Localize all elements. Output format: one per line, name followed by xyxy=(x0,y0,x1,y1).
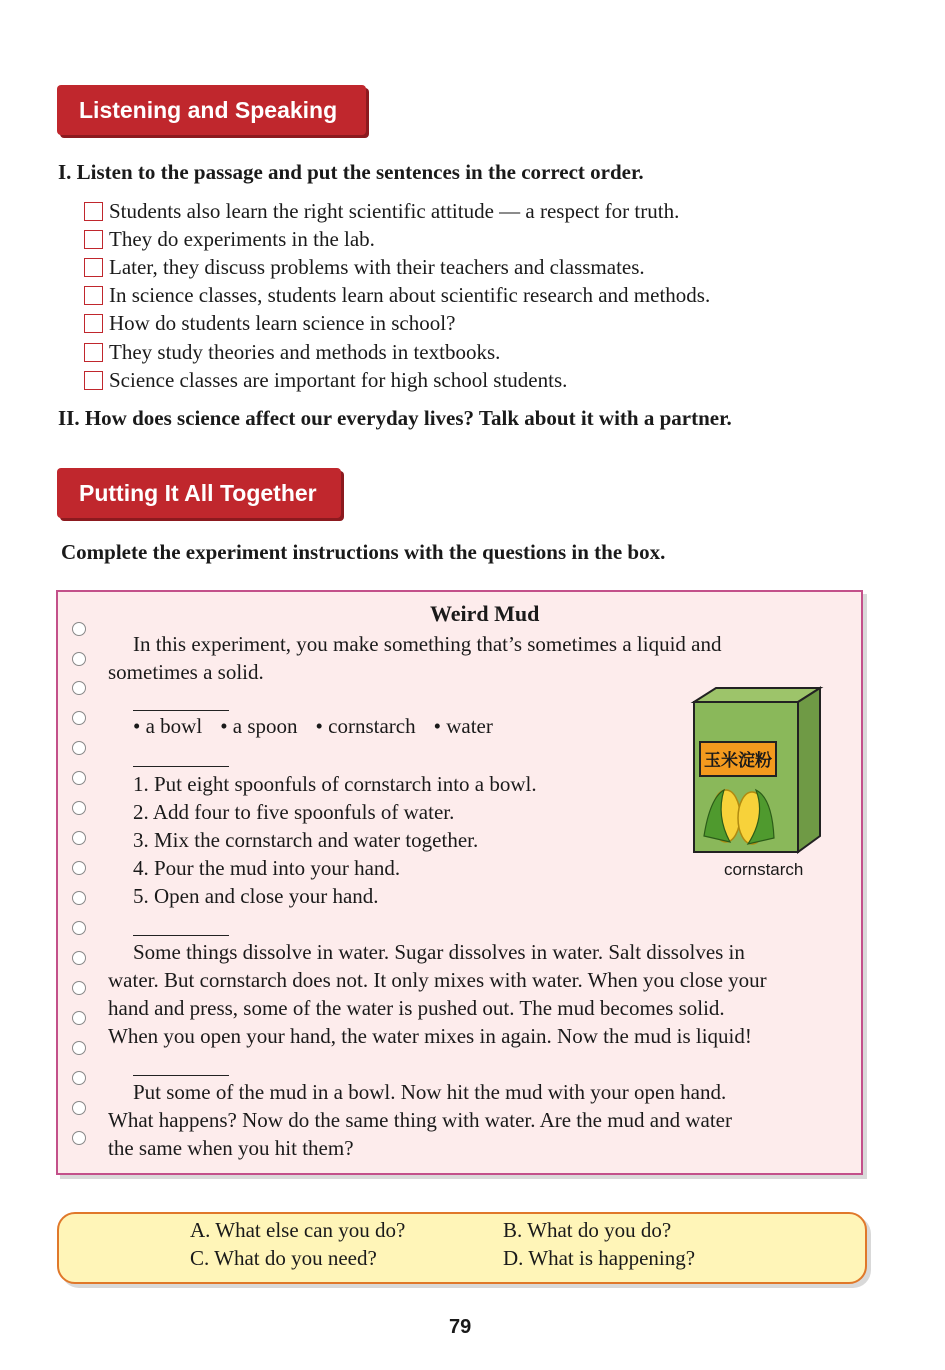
order-item-text: Later, they discuss problems with their teachers and classmates. xyxy=(109,254,645,279)
step-item: 4. Pour the mud into your hand. xyxy=(133,856,401,880)
order-item xyxy=(84,282,710,310)
section-header-putting: Putting It All Together xyxy=(57,468,341,518)
binder-ring xyxy=(72,861,86,875)
binder-ring xyxy=(72,1101,86,1115)
ordering-list xyxy=(84,197,710,394)
order-item-text: How do students learn science in school? xyxy=(109,311,456,336)
steps-list xyxy=(133,770,537,910)
intro-line: sometimes a solid. xyxy=(108,660,264,684)
order-checkbox[interactable] xyxy=(84,286,103,305)
material-item: • a spoon xyxy=(220,714,298,738)
order-item xyxy=(84,338,710,366)
binder-ring xyxy=(72,951,86,965)
order-item-text: Science classes are important for high school students. xyxy=(109,367,568,392)
step-item: 2. Add four to five spoonfuls of water. xyxy=(133,800,455,824)
order-item-text: Students also learn the right scientific attitude — a respect for truth. xyxy=(109,198,680,223)
order-item-text: In science classes, students learn about scientific research and methods. xyxy=(109,283,711,308)
answer-blank[interactable] xyxy=(133,766,229,767)
step-item: 1. Put eight spoonfuls of cornstarch into a bowl. xyxy=(133,772,537,796)
option-a: A. What else can you do? xyxy=(190,1218,406,1242)
part2-heading: II. How does science affect our everyday lives? Talk about it with a partner. xyxy=(58,406,732,430)
part1-heading: I. Listen to the passage and put the sentences in the correct order. xyxy=(58,160,644,184)
order-checkbox[interactable] xyxy=(84,371,103,390)
order-item xyxy=(84,310,710,338)
order-item-text: They study theories and methods in textbooks. xyxy=(109,339,501,364)
extension-line: What happens? Now do the same thing with water. Are the mud and water xyxy=(108,1108,732,1132)
extension-line: Put some of the mud in a bowl. Now hit the mud with your open hand. xyxy=(133,1080,727,1104)
order-item xyxy=(84,225,710,253)
box-label-text: 玉米淀粉 xyxy=(704,751,772,771)
order-checkbox[interactable] xyxy=(84,230,103,249)
step-item: 3. Mix the cornstarch and water together. xyxy=(133,828,479,852)
answer-blank[interactable] xyxy=(133,935,229,936)
binder-ring xyxy=(72,652,86,666)
binder-ring xyxy=(72,771,86,785)
page-number: 79 xyxy=(449,1316,472,1338)
option-b: B. What do you do? xyxy=(503,1218,672,1242)
binder-ring xyxy=(72,1131,86,1145)
answer-blank[interactable] xyxy=(133,710,229,711)
binder-ring xyxy=(72,741,86,755)
section-header-listening: Listening and Speaking xyxy=(57,85,366,135)
extension-line: the same when you hit them? xyxy=(108,1136,354,1160)
binder-ring xyxy=(72,891,86,905)
binder-ring xyxy=(72,801,86,815)
box-side xyxy=(798,688,820,852)
order-item xyxy=(84,253,710,281)
binder-ring xyxy=(72,711,86,725)
materials-list xyxy=(133,714,493,739)
binder-ring xyxy=(72,921,86,935)
explanation-line: water. But cornstarch does not. It only mixes with water. When you close your xyxy=(108,968,767,992)
order-item-text: They do experiments in the lab. xyxy=(109,226,375,251)
options-box xyxy=(57,1212,867,1284)
order-checkbox[interactable] xyxy=(84,343,103,362)
option-d: D. What is happening? xyxy=(503,1246,696,1270)
binder-ring xyxy=(72,1041,86,1055)
material-item: • cornstarch xyxy=(315,714,416,738)
binder-ring xyxy=(72,831,86,845)
order-item xyxy=(84,366,710,394)
option-c: C. What do you need? xyxy=(190,1246,377,1270)
binder-ring xyxy=(72,622,86,636)
answer-blank[interactable] xyxy=(133,1075,229,1076)
explanation-line: hand and press, some of the water is pushed out. The mud becomes solid. xyxy=(108,996,725,1020)
binder-ring xyxy=(72,981,86,995)
image-caption: cornstarch xyxy=(724,860,804,879)
order-checkbox[interactable] xyxy=(84,258,103,277)
step-item: 5. Open and close your hand. xyxy=(133,884,379,908)
order-checkbox[interactable] xyxy=(84,202,103,221)
explanation-line: When you open your hand, the water mixes in again. Now the mud is liquid! xyxy=(108,1024,752,1048)
together-instruction: Complete the experiment instructions with the questions in the box. xyxy=(61,540,666,564)
cornstarch-box-illustration xyxy=(690,686,824,858)
explanation-line: Some things dissolve in water. Sugar dissolves in water. Salt dissolves in xyxy=(133,940,745,964)
order-checkbox[interactable] xyxy=(84,314,103,333)
material-item: • water xyxy=(433,714,493,738)
intro-line: In this experiment, you make something that’s sometimes a liquid and xyxy=(133,632,722,656)
material-item: • a bowl xyxy=(133,714,203,738)
experiment-title: Weird Mud xyxy=(430,601,540,626)
binder-ring xyxy=(72,1011,86,1025)
binder-ring xyxy=(72,1071,86,1085)
order-item xyxy=(84,197,710,225)
binder-ring xyxy=(72,681,86,695)
